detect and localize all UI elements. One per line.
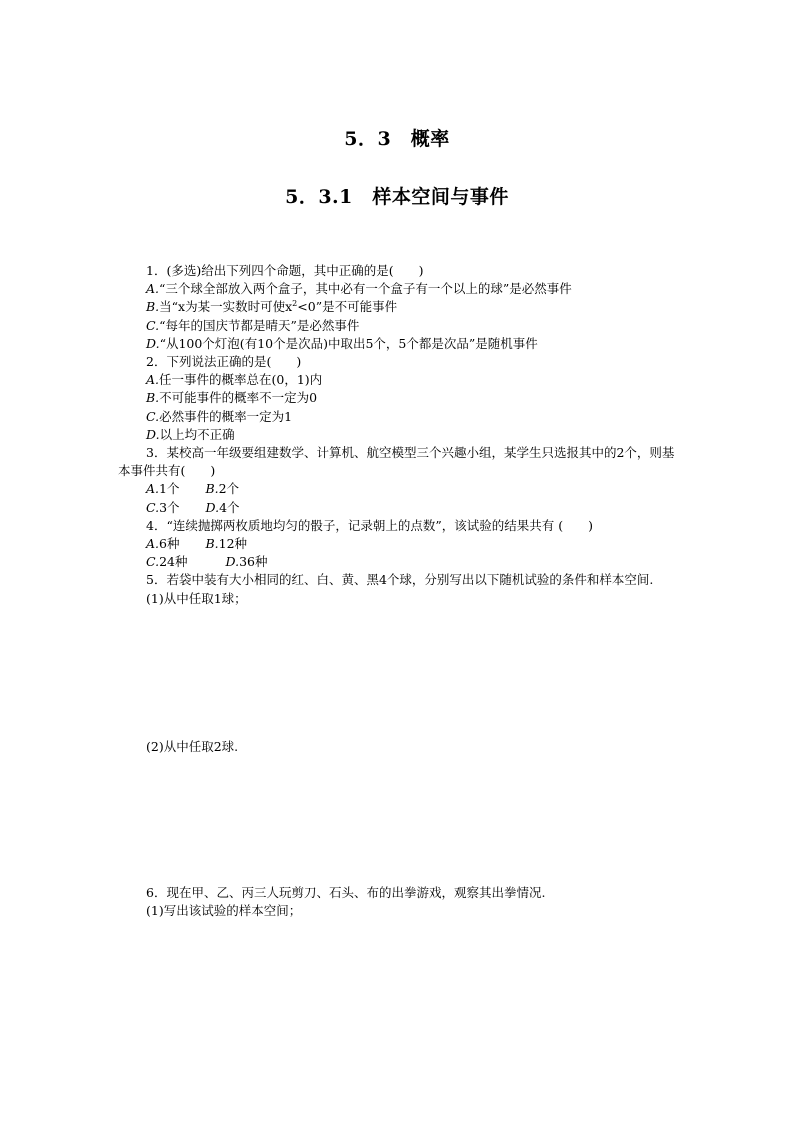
question-1-option-b: B.当“x为某一实数时可使$x^2<0$”是不可能事件 <box>146 299 398 315</box>
question-2-stem: 2．下列说法正确的是( ) <box>146 354 302 370</box>
question-1-option-a: A.“三个球全部放入两个盒子，其中必有一个盒子有一个以上的球”是必然事件 <box>146 281 572 297</box>
question-5-part-2: (2)从中任取2球. <box>146 738 239 754</box>
subsection-title: 5．3.1 样本空间与事件 <box>285 186 509 208</box>
question-2-option-b: B.不可能事件的概率不一定为0 <box>146 390 318 406</box>
question-2-option-d: D.以上均不正确 <box>146 426 235 442</box>
question-3-options-cd: C.3个 D.4个 <box>146 499 240 515</box>
section-title: 5．3 概率 <box>344 128 450 150</box>
question-2-option-a: A.任一事件的概率总在(0，1)内 <box>146 372 323 388</box>
question-6-stem: 6．现在甲、乙、丙三人玩剪刀、石头、布的出拳游戏，观察其出拳情况. <box>146 885 546 901</box>
question-2-option-c: C.必然事件的概率一定为1 <box>146 408 293 424</box>
question-5-part-1: (1)从中任取1球； <box>146 590 247 606</box>
exercise-content <box>118 262 678 920</box>
question-1-option-c: C.“每年的国庆节都是晴天”是必然事件 <box>146 317 360 333</box>
question-3-stem: 3．某校高一年级要组建数学、计算机、航空模型三个兴趣小组，某学生只选报其中的2个，则基本事件共有( ) <box>118 445 675 479</box>
answer-space-1 <box>118 608 678 738</box>
question-5-stem: 5．若袋中装有大小相同的红、白、黄、黑4个球，分别写出以下随机试验的条件和样本空间. <box>146 572 654 588</box>
question-4-stem: 4．“连续抛掷两枚质地均匀的骰子，记录朝上的点数”，该试验的结果共有 ( ) <box>146 517 593 533</box>
question-1-stem: 1．(多选)给出下列四个命题，其中正确的是( ) <box>146 263 424 278</box>
question-1-option-d: D.“从100个灯泡(有10个是次品)中取出5个，5个都是次品”是随机事件 <box>146 335 538 351</box>
question-4-options-cd: C.24种 D.36种 <box>146 554 268 570</box>
answer-space-2 <box>118 756 678 884</box>
question-4-options-ab: A.6种 B.12种 <box>146 536 248 552</box>
question-3-options-ab: A.1个 B.2个 <box>146 481 240 497</box>
question-6-part-1: (1)写出该试验的样本空间； <box>146 903 302 919</box>
